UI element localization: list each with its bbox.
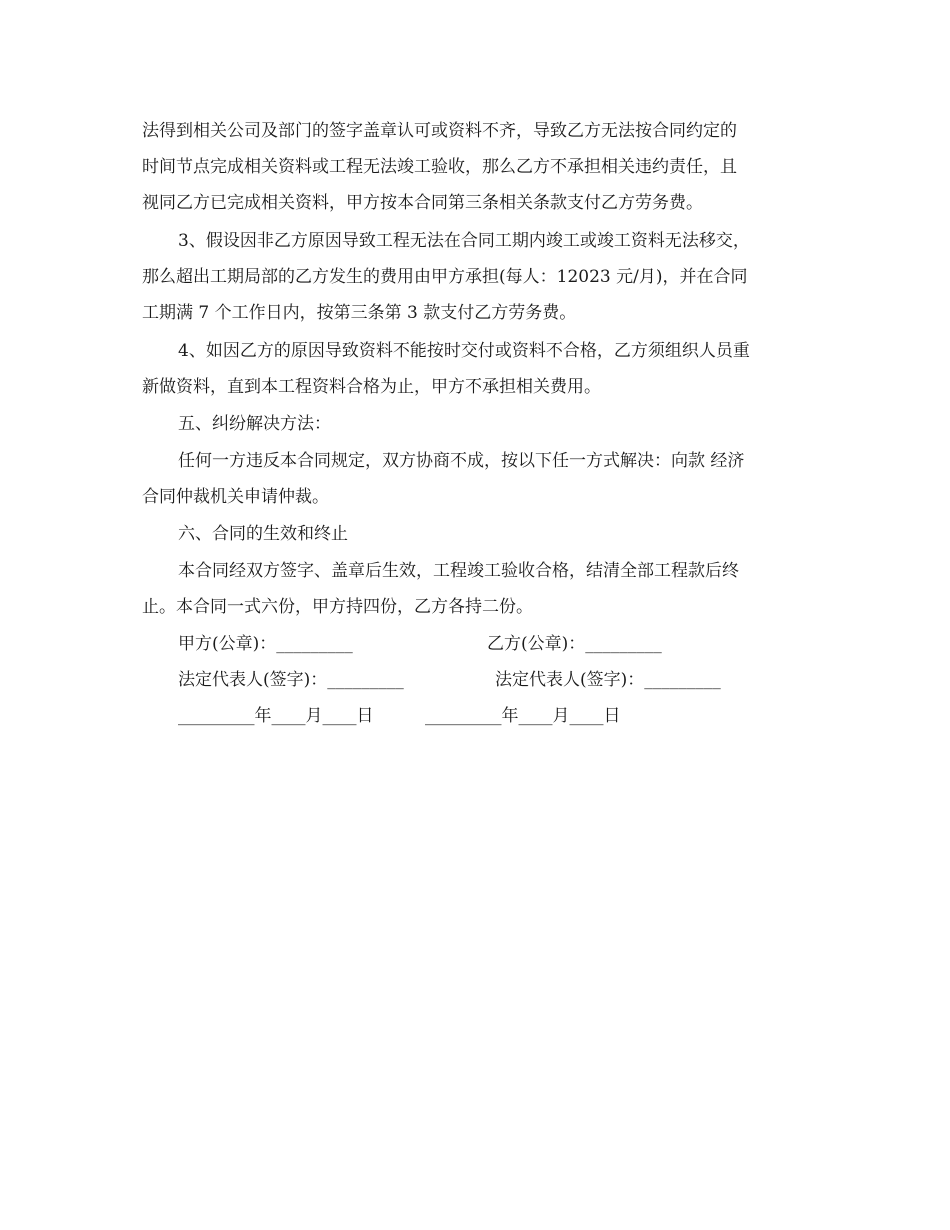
section-heading-dispute: 五、纠纷解决方法： [178,414,331,434]
clause-3-line: 那么超出工期局部的乙方发生的费用由甲方承担(每人：12023 元/月)，并在合同 [142,267,748,287]
paragraph-line: 时间节点完成相关资料或工程无法竣工验收，那么乙方不承担相关违约责任，且 [142,157,737,177]
dispute-paragraph-line: 合同仲裁机关申请仲裁。 [142,487,329,507]
effect-paragraph-line: 本合同经双方签字、盖章后生效，工程竣工验收合格，结清全部工程款后终 [178,561,739,581]
party-a-seal-field: 甲方(公章)：_________ [178,634,353,654]
section-heading-effect: 六、合同的生效和终止 [178,524,348,544]
paragraph-line: 法得到相关公司及部门的签字盖章认可或资料不齐，导致乙方无法按合同约定的 [142,121,737,141]
clause-4-line: 4、如因乙方的原因导致资料不能按时交付或资料不合格，乙方须组织人员重 [178,341,750,361]
party-a-date-field: _________年____月____日 [178,706,374,726]
party-a-representative-field: 法定代表人(签字)：_________ [178,670,404,690]
dispute-paragraph-line: 任何一方违反本合同规定，双方协商不成，按以下任一方式解决：向款 经济 [178,451,745,471]
party-b-date-field: _________年____月____日 [425,706,621,726]
paragraph-line: 视同乙方已完成相关资料，甲方按本合同第三条相关条款支付乙方劳务费。 [142,193,703,213]
clause-3-line: 3、假设因非乙方原因导致工程无法在合同工期内竣工或竣工资料无法移交， [178,231,750,251]
party-b-representative-field: 法定代表人(签字)：_________ [495,670,721,690]
clause-3-line: 工期满 7 个工作日内，按第三条第 3 款支付乙方劳务费。 [142,303,577,323]
effect-paragraph-line: 止。本合同一式六份，甲方持四份，乙方各持二份。 [142,597,533,617]
party-b-seal-field: 乙方(公章)：_________ [487,634,662,654]
clause-4-line: 新做资料，直到本工程资料合格为止，甲方不承担相关费用。 [142,377,601,397]
